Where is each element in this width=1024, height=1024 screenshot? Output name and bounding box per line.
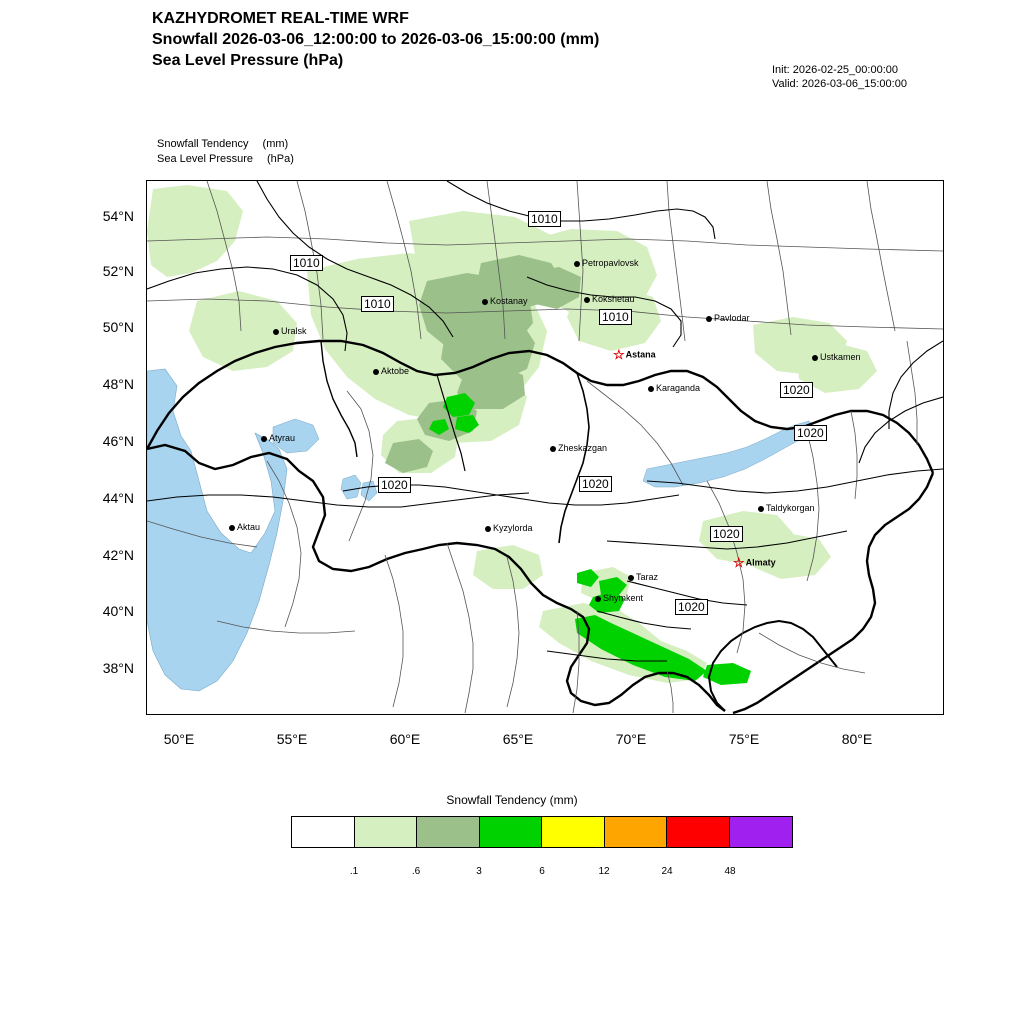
city-label: Shymkent bbox=[603, 593, 644, 603]
caspian-sea bbox=[147, 369, 287, 691]
colorbar-tick-4: 12 bbox=[598, 866, 610, 877]
colorbar bbox=[291, 816, 793, 848]
city-label: Uralsk bbox=[281, 326, 307, 336]
field-label-slp bbox=[157, 152, 294, 167]
city-uralsk[interactable] bbox=[273, 326, 307, 336]
lake-balkhash bbox=[643, 421, 815, 487]
city-dot-icon bbox=[812, 355, 818, 361]
colorbar-swatch-5 bbox=[605, 817, 668, 847]
city-dot-icon bbox=[550, 446, 556, 452]
lon-label-55E: 55°E bbox=[276, 731, 308, 747]
city-pavlodar[interactable] bbox=[706, 313, 750, 323]
city-dot-icon bbox=[574, 261, 580, 267]
isobar-label-1020-c: 1020 bbox=[378, 477, 411, 493]
capital-almaty[interactable] bbox=[733, 555, 776, 571]
star-icon: ☆ bbox=[613, 347, 625, 362]
colorbar-tick-1: .6 bbox=[411, 866, 421, 877]
city-label: Ustkamen bbox=[820, 352, 861, 362]
colorbar-swatch-2 bbox=[417, 817, 480, 847]
lat-label-50N: 50°N bbox=[102, 319, 134, 335]
isobar-label-1010-c: 1010 bbox=[361, 296, 394, 312]
city-label: Karaganda bbox=[656, 383, 701, 393]
field-label-block bbox=[157, 137, 294, 167]
field-label-snowfall-name: Snowfall Tendency bbox=[157, 138, 249, 150]
lat-label-40N: 40°N bbox=[102, 603, 134, 619]
colorbar-tick-6: 48 bbox=[724, 866, 736, 877]
field-label-snowfall bbox=[157, 137, 294, 152]
city-dot-icon bbox=[595, 596, 601, 602]
header-field: Sea Level Pressure (hPa) bbox=[152, 52, 344, 69]
city-petropavlovsk[interactable] bbox=[574, 258, 639, 268]
weather-map[interactable] bbox=[146, 180, 944, 715]
city-dot-icon bbox=[758, 506, 764, 512]
lat-label-42N: 42°N bbox=[102, 547, 134, 563]
colorbar-swatch-4 bbox=[542, 817, 605, 847]
city-aktobe[interactable] bbox=[373, 366, 409, 376]
city-label: Taraz bbox=[636, 572, 659, 582]
colorbar-swatch-3 bbox=[480, 817, 543, 847]
colorbar-tick-5: 24 bbox=[661, 866, 673, 877]
city-label: Zheskazgan bbox=[558, 443, 608, 453]
city-taldykorgan[interactable] bbox=[758, 503, 815, 513]
isobar-label-1010-d: 1010 bbox=[599, 309, 632, 325]
city-dot-icon bbox=[482, 299, 488, 305]
border-russia-ural bbox=[559, 373, 589, 543]
header-subtitle: Snowfall 2026-03-06_12:00:00 to 2026-03-06_15:00:00 (mm) bbox=[152, 31, 600, 48]
colorbar-tick-2: 3 bbox=[476, 866, 482, 877]
city-shymkent[interactable] bbox=[595, 593, 643, 603]
city-aktau[interactable] bbox=[229, 522, 260, 532]
colorbar-swatch-0 bbox=[292, 817, 355, 847]
lon-label-60E: 60°E bbox=[389, 731, 421, 747]
lat-label-48N: 48°N bbox=[102, 376, 134, 392]
isobar-label-1020-f: 1020 bbox=[675, 599, 708, 615]
city-kyzylorda[interactable] bbox=[485, 523, 533, 533]
lat-label-54N: 54°N bbox=[102, 208, 134, 224]
city-zheskazgan[interactable] bbox=[550, 443, 607, 453]
isobar-label-1020-a: 1020 bbox=[780, 382, 813, 398]
capital-label: Astana bbox=[625, 349, 656, 360]
valid-time: Valid: 2026-03-06_15:00:00 bbox=[772, 78, 907, 90]
lon-label-70E: 70°E bbox=[615, 731, 647, 747]
page-title: KAZHYDROMET REAL-TIME WRF bbox=[152, 10, 409, 27]
city-dot-icon bbox=[261, 436, 267, 442]
city-label: Taldykorgan bbox=[766, 503, 815, 513]
city-dot-icon bbox=[628, 575, 634, 581]
capital-astana[interactable] bbox=[613, 347, 656, 363]
isobar-label-1010-a: 1010 bbox=[528, 211, 561, 227]
colorbar-tick-0: .1 bbox=[349, 866, 359, 877]
colorbar-swatch-6 bbox=[667, 817, 730, 847]
isobar-label-1020-b: 1020 bbox=[794, 425, 827, 441]
colorbar-ticks bbox=[291, 866, 791, 880]
city-karaganda[interactable] bbox=[648, 383, 700, 393]
colorbar-swatch-1 bbox=[355, 817, 418, 847]
city-atyrau[interactable] bbox=[261, 433, 295, 443]
city-kokshetau[interactable] bbox=[584, 294, 635, 304]
field-label-slp-name: Sea Level Pressure bbox=[157, 153, 253, 165]
field-label-snowfall-unit: (mm) bbox=[262, 138, 289, 150]
colorbar-swatch-7 bbox=[730, 817, 793, 847]
init-valid-block bbox=[772, 63, 907, 91]
city-dot-icon bbox=[648, 386, 654, 392]
isobar-label-1020-d: 1020 bbox=[579, 476, 612, 492]
init-time: Init: 2026-02-25_00:00:00 bbox=[772, 64, 898, 76]
capital-label: Almaty bbox=[745, 557, 776, 568]
city-label: Atyrau bbox=[269, 433, 296, 443]
city-taraz[interactable] bbox=[628, 572, 658, 582]
lon-label-80E: 80°E bbox=[841, 731, 873, 747]
lon-label-65E: 65°E bbox=[502, 731, 534, 747]
city-ustkamen[interactable] bbox=[812, 352, 861, 362]
city-dot-icon bbox=[229, 525, 235, 531]
map-canvas bbox=[147, 181, 943, 714]
city-dot-icon bbox=[373, 369, 379, 375]
lon-label-50E: 50°E bbox=[163, 731, 195, 747]
city-dot-icon bbox=[706, 316, 712, 322]
colorbar-title: Snowfall Tendency (mm) bbox=[446, 793, 578, 807]
city-label: Kyzylorda bbox=[493, 523, 533, 533]
city-dot-icon bbox=[485, 526, 491, 532]
header-block bbox=[152, 8, 599, 71]
lat-label-44N: 44°N bbox=[102, 490, 134, 506]
lat-label-38N: 38°N bbox=[102, 660, 134, 676]
lon-label-75E: 75°E bbox=[728, 731, 760, 747]
city-label: Kostanay bbox=[490, 296, 528, 306]
city-label: Petropavlovsk bbox=[582, 258, 639, 268]
isobar-label-1020-e: 1020 bbox=[710, 526, 743, 542]
lat-label-52N: 52°N bbox=[102, 263, 134, 279]
city-kostanay[interactable] bbox=[482, 296, 528, 306]
lat-label-46N: 46°N bbox=[102, 433, 134, 449]
city-label: Aktau bbox=[237, 522, 261, 532]
city-dot-icon bbox=[273, 329, 279, 335]
isobar-label-1010-b: 1010 bbox=[290, 255, 323, 271]
star-icon: ☆ bbox=[733, 555, 745, 570]
city-label: Aktobe bbox=[381, 366, 410, 376]
city-label: Pavlodar bbox=[714, 313, 750, 323]
aral-sea bbox=[341, 475, 361, 499]
city-dot-icon bbox=[584, 297, 590, 303]
city-label: Kokshetau bbox=[592, 294, 635, 304]
colorbar-tick-3: 6 bbox=[539, 866, 545, 877]
field-label-slp-unit: (hPa) bbox=[267, 153, 294, 165]
aral-sea-east bbox=[361, 481, 377, 501]
